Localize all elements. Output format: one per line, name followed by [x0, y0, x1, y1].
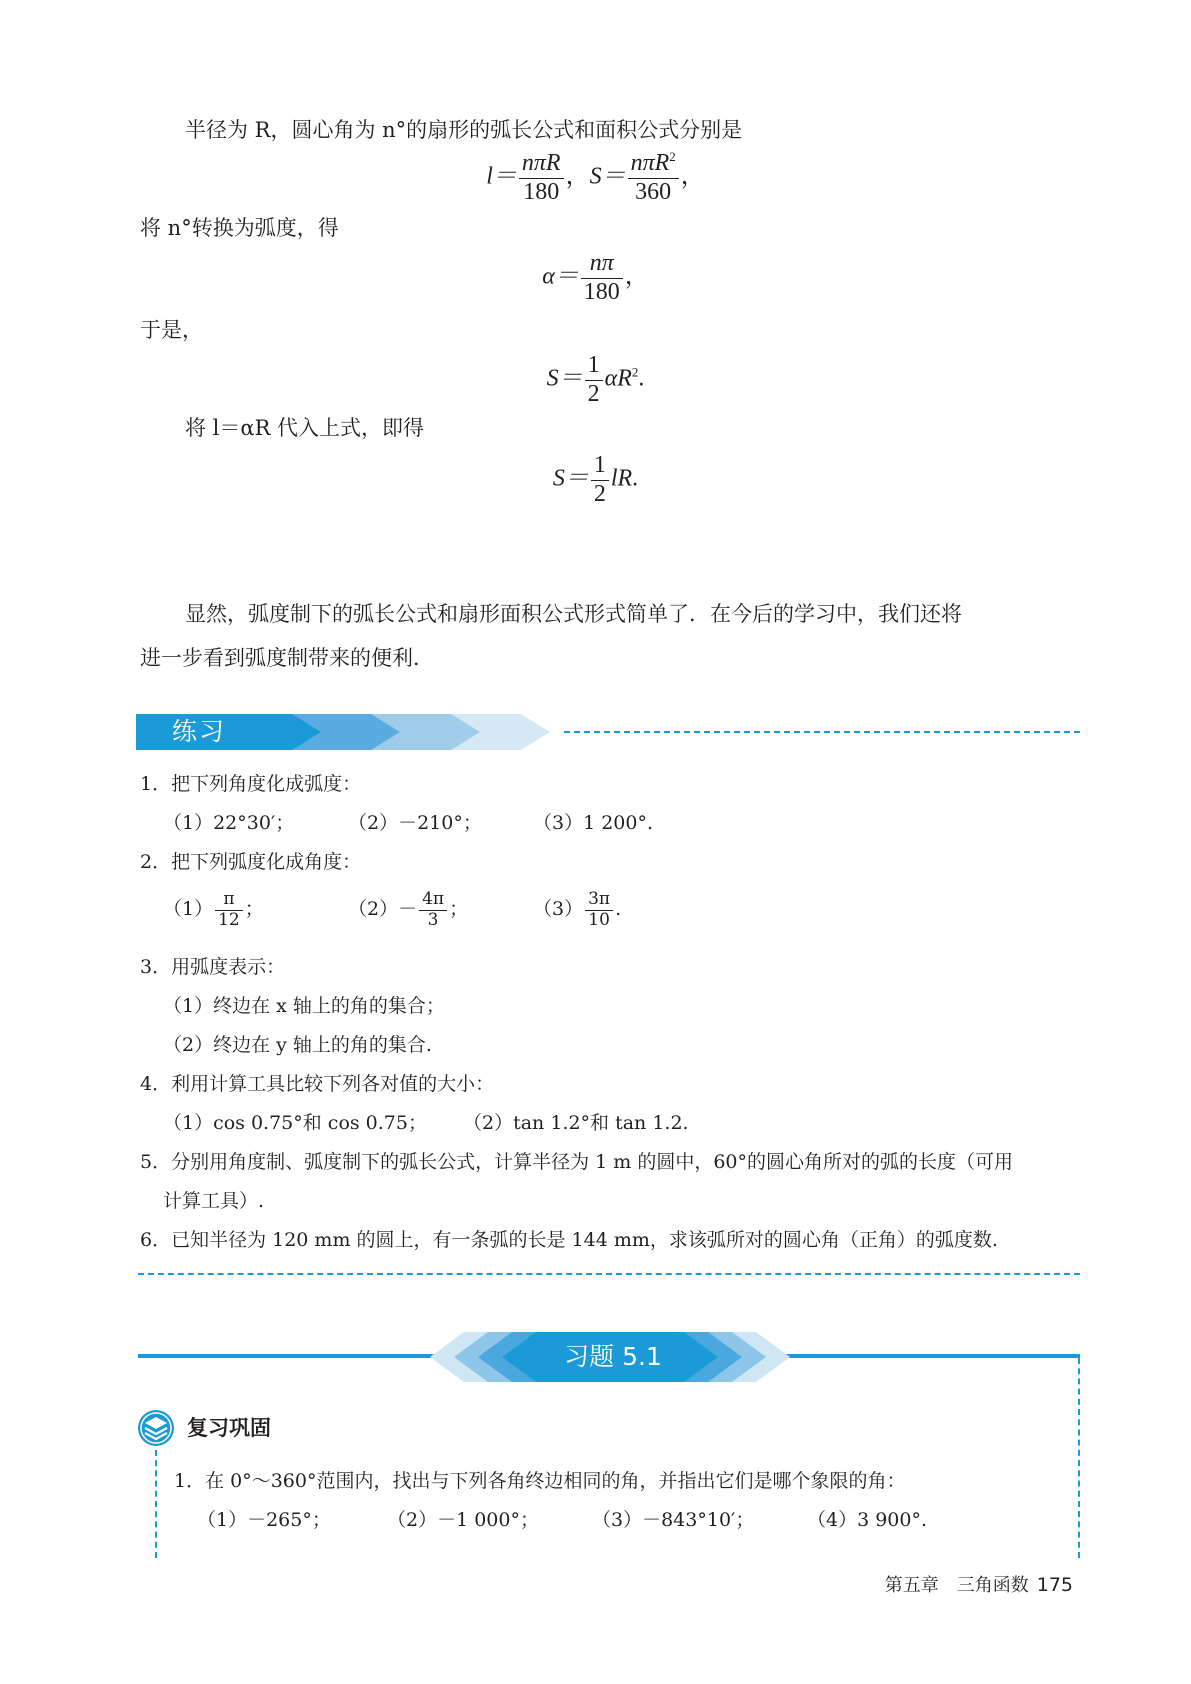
formula-exponent: 2	[631, 364, 639, 380]
formula-s-alpha	[0, 352, 1191, 408]
formula-arc-area	[0, 150, 1191, 206]
fraction-sector-area	[628, 150, 679, 206]
exercise-left-dashed-border	[155, 1450, 157, 1558]
practice-q3: 3．用弧度表示：	[140, 956, 286, 978]
fraction-numerator: nπR$^2$	[628, 150, 679, 179]
practice-q1: 1．把下列角度化成弧度：	[140, 773, 362, 795]
practice-bottom-dashed-line	[138, 1273, 1080, 1275]
page-footer	[885, 1570, 1073, 1601]
formula-rhs: αR	[604, 365, 632, 392]
exercise-q1-options	[197, 1505, 927, 1535]
exercise-q1-b: （2）－1 000°；	[387, 1509, 539, 1531]
convert-paragraph: 将 n°转换为弧度，得	[140, 216, 339, 240]
exercise-header-line-right	[780, 1354, 1080, 1358]
conclusion-line-1: 显然，弧度制下的弧长公式和扇形面积公式形式简单了．在今后的学习中，我们还将	[185, 602, 962, 626]
fraction-numerator: 1	[591, 452, 609, 481]
intro-paragraph: 半径为 R，圆心角为 n°的扇形的弧长公式和面积公式分别是	[185, 118, 743, 142]
review-section-title: 复习巩固	[187, 1416, 271, 1440]
exercise-q1: 1．在 0°～360°范围内，找出与下列各角终边相同的角，并指出它们是哪个象限的角：	[174, 1470, 906, 1492]
fraction-denominator: 360	[635, 178, 672, 205]
layers-icon	[136, 1408, 176, 1448]
fraction-half	[591, 452, 609, 508]
exercise-right-dashed-border	[1078, 1358, 1080, 1558]
practice-title: 练习	[172, 717, 227, 746]
fraction-numerator: nπR	[519, 150, 564, 179]
formula-separator: ，	[565, 163, 590, 190]
practice-q4-b: （2）tan 1.2°和 tan 1.2.	[463, 1112, 689, 1134]
page-number: 175	[1036, 1574, 1073, 1596]
exercise-q1-d: （4）3 900°.	[807, 1509, 928, 1531]
formula-rhs: lR	[610, 465, 633, 492]
fraction-denominator: 2	[587, 380, 600, 407]
practice-q2-c: （3） $\frac{3\pi}{10}$ .	[533, 889, 622, 930]
practice-q2-b: （2）－ $\frac{4\pi}{3}$ ；	[348, 889, 469, 930]
fraction-alpha	[581, 250, 623, 306]
formula-s-lhs: S＝	[546, 365, 583, 392]
formula-end: ，	[624, 263, 649, 290]
footer-chapter: 第五章 三角函数	[884, 1575, 1029, 1596]
exercise-header-line-left	[138, 1354, 438, 1358]
fraction-numerator: 1	[585, 352, 603, 381]
practice-q6: 6．已知半径为 120 mm 的圆上，有一条弧的长是 144 mm，求该弧所对的圆心角（正角）的弧度数.	[140, 1229, 998, 1251]
practice-q5-line-2: 计算工具）.	[163, 1190, 265, 1212]
practice-q3-b: （2）终边在 y 轴上的角的集合.	[163, 1034, 432, 1056]
exercise-q1-a: （1）－265°；	[197, 1509, 331, 1531]
formula-end: .	[638, 365, 645, 392]
fraction-numerator: nπ	[581, 250, 623, 279]
practice-q1-b: （2）－210°；	[348, 812, 482, 834]
substitute-paragraph: 将 l＝αR 代入上式，即得	[185, 416, 425, 440]
fraction-half	[585, 352, 603, 408]
exercise-title: 习题 5.1	[564, 1342, 662, 1371]
practice-q4: 4．利用计算工具比较下列各对值的大小：	[140, 1073, 495, 1095]
practice-q1-a: （1）22°30′；	[163, 812, 295, 834]
formula-l-lhs: l＝	[486, 163, 517, 190]
practice-q2: 2．把下列弧度化成角度：	[140, 851, 362, 873]
formula-s-lr	[0, 452, 1191, 508]
fraction-denominator: 180	[523, 178, 560, 205]
formula-end: ，	[680, 163, 705, 190]
practice-q1-options	[163, 808, 653, 838]
fraction-denominator: 180	[583, 278, 620, 305]
formula-alpha	[0, 250, 1191, 306]
practice-q2-options	[163, 890, 621, 930]
formula-s-lhs: S＝	[589, 163, 626, 190]
practice-q2-a: （1） $\frac{\pi}{12}$ ；	[163, 889, 264, 930]
yushi-paragraph: 于是，	[140, 318, 203, 342]
exercise-q1-c: （3）－843°10′；	[592, 1509, 755, 1531]
practice-q4-a: （1）cos 0.75°和 cos 0.75；	[163, 1112, 427, 1134]
fraction-arc-length	[519, 150, 564, 206]
formula-end: .	[632, 465, 639, 492]
practice-q4-options	[163, 1108, 689, 1138]
formula-s-lhs: S＝	[552, 465, 589, 492]
practice-q1-c: （3）1 200°.	[533, 812, 654, 834]
practice-top-dashed-line	[564, 731, 1080, 733]
conclusion-line-2: 进一步看到弧度制带来的便利．	[140, 646, 434, 670]
fraction-denominator: 2	[593, 480, 606, 507]
practice-q5-line-1: 5．分别用角度制、弧度制下的弧长公式，计算半径为 1 m 的圆中，60°的圆心角所对的弧的长度（可用	[140, 1151, 1013, 1173]
formula-alpha-lhs: α＝	[542, 263, 579, 290]
practice-q3-a: （1）终边在 x 轴上的角的集合；	[163, 995, 445, 1017]
